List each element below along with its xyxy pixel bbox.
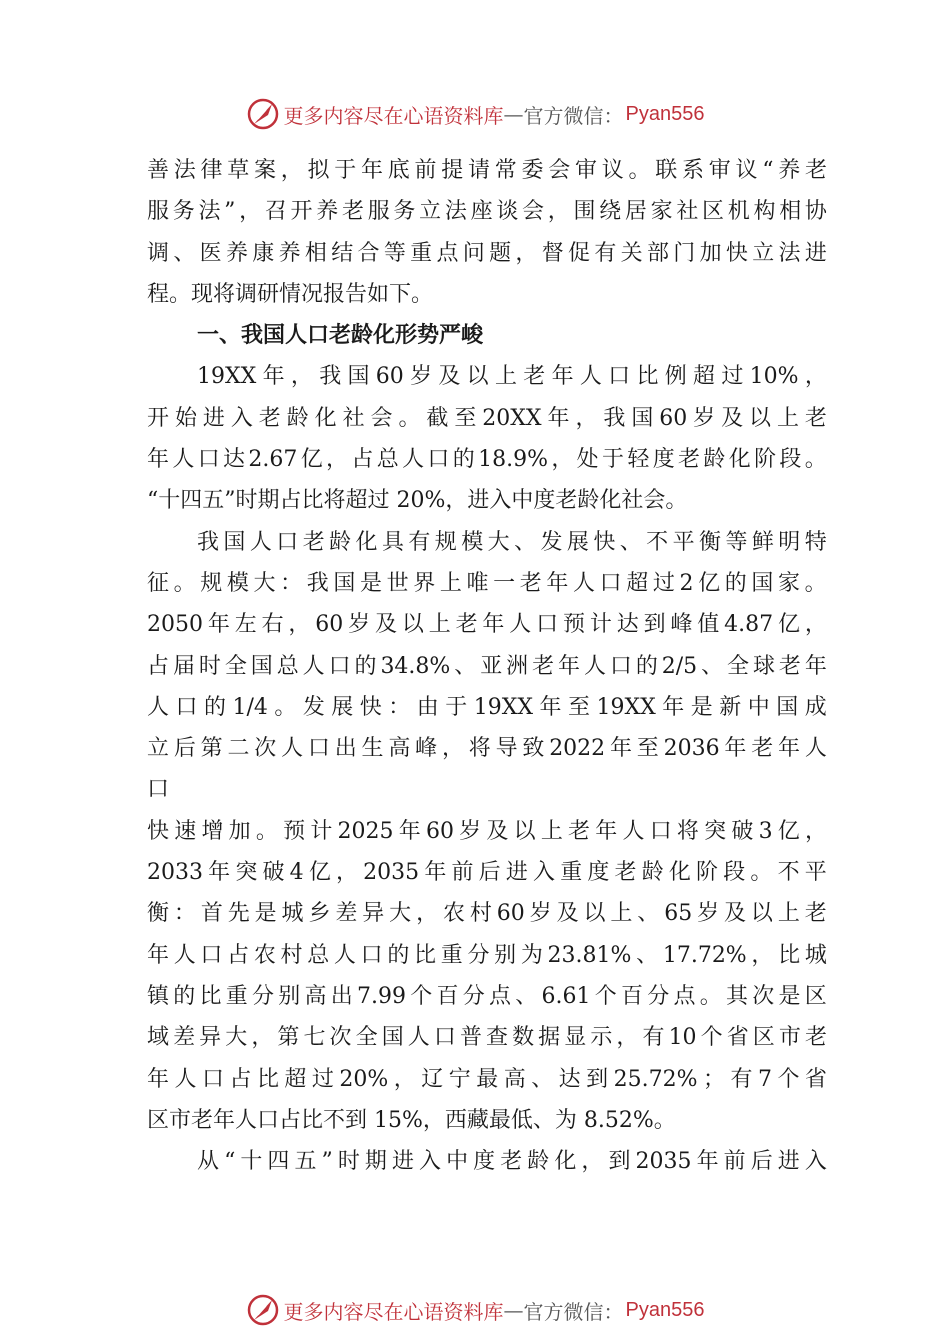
watermark-separator: — (503, 102, 524, 126)
text-line: 立 后 第 二 次 人 口 出 生 高 峰 ， 将 导 致 2022 年 至 2036 年 老 年 人 (147, 736, 827, 762)
watermark-footer (0, 1290, 950, 1330)
watermark-official: 官方微信： (523, 1299, 624, 1324)
text-line: 从 “ 十 四 五 ” 时 期 进 入 中 度 老 龄 化 ， 到 2035 年 前 后 进 入 (197, 1149, 827, 1175)
quill-logo-icon (246, 97, 280, 131)
text-line: 19XX 年 ， 我 国 60 岁 及 以 上 老 年 人 口 比 例 超 过 10% ， (197, 364, 827, 390)
text-line: 我 国 人 口 老 龄 化 具 有 规 模 大 、 发 展 快 、 不 平 衡 等 鲜 明 特 (197, 529, 827, 555)
text-line: 征 。 规 模 大 ： 我 国 是 世 界 上 唯 一 老 年 人 口 超 过 2 亿 的 国 家 。 (147, 570, 827, 596)
text-line: 程。现将调研情况报告如下。 (147, 281, 434, 307)
body-text (147, 150, 827, 1182)
text-line: 口 (147, 777, 170, 803)
text-line: 善 法 律 草 案 ， 拟 于 年 底 前 提 请 常 委 会 审 议 。 联 系 审 议 “ 养 老 (147, 158, 827, 183)
text-line: 镇 的 比 重 分 别 高 出 7.99 个 百 分 点 、 6.61 个 百 分 点 。 其 次 是 区 (147, 983, 827, 1009)
section-heading: 一、我国人口老龄化形势严峻 (197, 322, 484, 349)
watermark-wechat-id: Pyan556 (625, 102, 705, 125)
watermark-wechat-id: Pyan556 (625, 1298, 705, 1321)
watermark-separator: — (503, 1298, 524, 1322)
watermark-header (0, 94, 950, 134)
quill-logo-icon (246, 1293, 280, 1327)
watermark-brand: 更多内容尽在心语资料库 (283, 1299, 504, 1324)
text-line: 开 始 进 入 老 龄 化 社 会 。 截 至 20XX 年 ， 我 国 60 岁 及 以 上 老 (147, 405, 827, 431)
text-line: 调 、 医 养 康 养 相 结 合 等 重 点 问 题 ， 督 促 有 关 部 门 加 快 立 法 进 (147, 240, 827, 266)
text-line: 服 务 法 ” ， 召 开 养 老 服 务 立 法 座 谈 会 ， 围 绕 居 家 社 区 机 构 相 协 (147, 199, 827, 225)
watermark-official: 官方微信： (523, 103, 624, 128)
text-line: 年 人 口 达 2.67 亿 ， 占 总 人 口 的 18.9% ， 处 于 轻 度 老 龄 化 阶 段 。 (147, 447, 827, 473)
text-line: 2050 年 左 右 ， 60 岁 及 以 上 老 年 人 口 预 计 达 到 峰 值 4.87 亿 ， (147, 612, 827, 638)
text-line: 人 口 的 1/4 。 发 展 快 ： 由 于 19XX 年 至 19XX 年 是 新 中 国 成 (147, 694, 827, 720)
text-line: “十四五”时期占比将超过 20%，进入中度老龄化社会。 (147, 488, 688, 514)
text-line: 区市老年人口占比不到 15%，西藏最低、为 8.52%。 (147, 1107, 676, 1133)
text-line: 年 人 口 占 比 超 过 20% ， 辽 宁 最 高 、 达 到 25.72% ； 有 7 个 省 (147, 1066, 827, 1092)
text-line: 衡 ： 首 先 是 城 乡 差 异 大 ， 农 村 60 岁 及 以 上 、 65 岁 及 以 上 老 (147, 901, 827, 927)
watermark-brand: 更多内容尽在心语资料库 (283, 103, 504, 128)
text-line: 占 届 时 全 国 总 人 口 的 34.8% 、 亚 洲 老 年 人 口 的 2/5 、 全 球 老 年 (147, 653, 827, 679)
text-line: 年 人 口 占 农 村 总 人 口 的 比 重 分 别 为 23.81% 、 17.72% ， 比 城 (147, 942, 827, 968)
text-line: 快 速 增 加 。 预 计 2025 年 60 岁 及 以 上 老 年 人 口 将 突 破 3 亿 ， (147, 818, 827, 844)
text-line: 2033 年 突 破 4 亿 ， 2035 年 前 后 进 入 重 度 老 龄 化 阶 段 。 不 平 (147, 860, 827, 886)
text-line: 域 差 异 大 ， 第 七 次 全 国 人 口 普 查 数 据 显 示 ， 有 10 个 省 区 市 老 (147, 1025, 827, 1051)
